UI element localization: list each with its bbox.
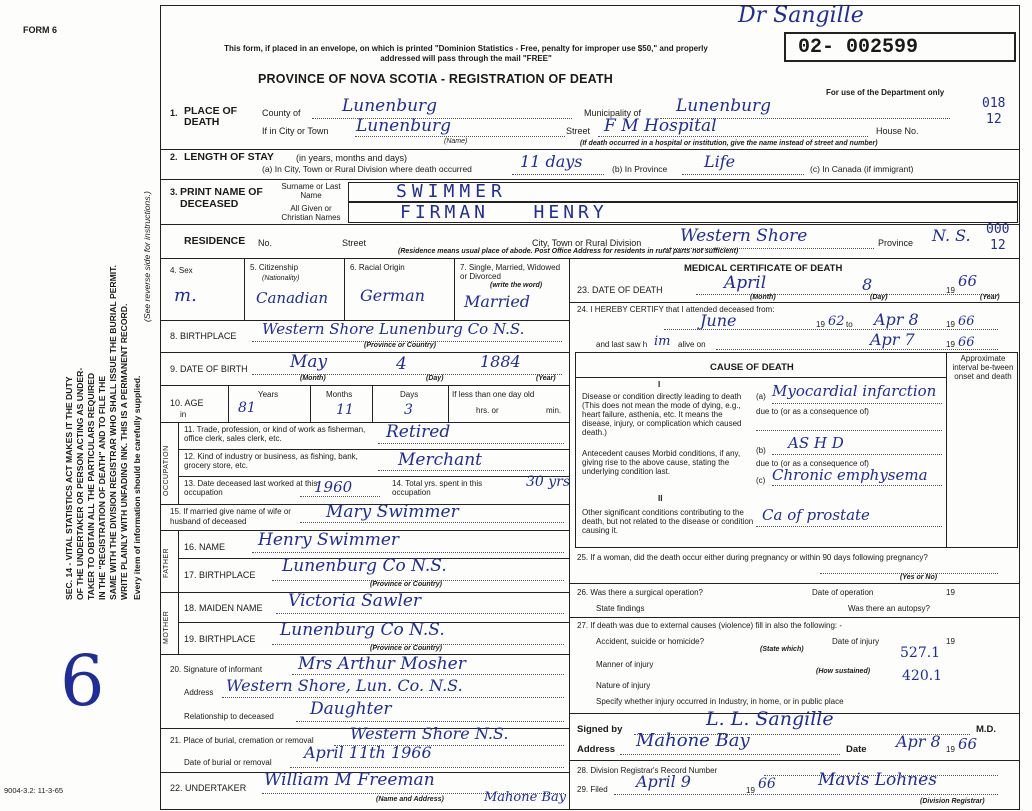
findings-label: State findings [596, 604, 645, 613]
cause-b-line [772, 454, 942, 455]
dob-line [252, 374, 562, 375]
q3-number: 3. [170, 187, 178, 197]
attend-to-value: Apr 8 [874, 310, 919, 329]
street-label: Street [566, 126, 591, 136]
informant-address-value: Western Shore, Lun. Co. N.S. [226, 676, 463, 695]
house-code: 12 [986, 112, 1002, 127]
other-conditions-label: Other significant conditions contributing to the death, but not related to the disease or condition causing it. [582, 508, 754, 535]
q29-line [614, 794, 998, 795]
length-of-stay-sub: (in years, months and days) [296, 153, 408, 163]
residence-code-1: 000 [986, 222, 1010, 237]
years-label: Years [258, 390, 279, 399]
q23-label: 23. DATE OF DEATH [577, 285, 663, 295]
q11-label: 11. Trade, profession, or kind of work as fisherman, office clerk, sales clerk, etc. [184, 425, 366, 443]
division-registrar-caption: (Division Registrar) [920, 798, 985, 805]
divider-10 [178, 476, 569, 477]
v-age-1 [228, 385, 229, 422]
burial-date-label: Date of burial or removal [184, 758, 272, 767]
length-of-stay-label: LENGTH OF STAY [184, 151, 274, 163]
immediate-cause-label: Disease or condition directly leading to death (This does not mean the mode of dying, e.g., heart failure, asthenia, etc. It means the disease, injury, or complication which caused death.) [582, 392, 742, 437]
injury-year-prefix: 19 [946, 637, 955, 646]
q20-line [292, 674, 564, 675]
q11-line [378, 443, 564, 444]
attend-from-prefix: 19 [816, 320, 825, 329]
cause-of-death-heading: CAUSE OF DEATH [710, 362, 794, 373]
residence-label: RESIDENCE [184, 235, 246, 247]
relationship-value: Daughter [310, 699, 392, 719]
antecedent-causes-label: Antecedent causes Morbid conditions, if any, giving rise to the above cause, stating the underlying condition last. [582, 449, 741, 476]
place-of-death-label: PLACE OF DEATH [184, 105, 238, 128]
stay-b-value: Life [704, 152, 736, 171]
signed-date-label: Date [846, 744, 867, 755]
occupation-section-label: OCCUPATION [163, 445, 170, 496]
death-month-value: April [724, 273, 767, 293]
side-line-2: OF THE UNDERTAKER OR PERSON ACTING AS UNDER- [75, 367, 85, 600]
death-year-prefix: 19 [946, 286, 955, 295]
cod-header-line [575, 377, 946, 378]
hrs-label: hrs. or [476, 406, 499, 415]
alive-on-label: alive on [678, 340, 706, 349]
mother-maiden-name-value: Victoria Sawler [288, 591, 422, 611]
undertaker-caption: (Name and Address) [376, 796, 444, 803]
medical-certificate-heading: MEDICAL CERTIFICATE OF DEATH [684, 263, 843, 274]
divider-9 [178, 449, 569, 450]
q12-line [378, 470, 564, 471]
q19-label: 19. BIRTHPLACE [184, 634, 256, 644]
racial-origin-value: German [360, 286, 425, 305]
operation-date-label: Date of operation [812, 588, 874, 597]
cause-c-label: (c) [756, 476, 766, 485]
physician-address-label: Address [577, 744, 616, 755]
physician-address-line [620, 754, 840, 755]
birthplace-caption: (Province or Country) [364, 342, 436, 349]
v-age-3 [372, 385, 373, 422]
citizenship-caption: (Nationality) [262, 275, 300, 282]
divider-7 [160, 385, 569, 386]
municipality-label: Municipality of [584, 108, 642, 118]
death-year-value: 66 [958, 272, 978, 290]
city-label: If in City or Town [262, 126, 329, 136]
cause-a-value: Myocardial infarction [772, 382, 937, 400]
age-months-value: 11 [336, 402, 354, 418]
dob-month-caption: (Month) [300, 375, 326, 382]
divider-8 [160, 422, 569, 423]
trade-value: Retired [386, 422, 451, 442]
q2-number: 2. [170, 152, 178, 162]
undertaker-address-value: Mahone Bay [484, 790, 567, 805]
q15-line [300, 522, 564, 523]
registrar-signature: Mavis Lohnes [818, 770, 937, 790]
citizenship-value: Canadian [256, 289, 329, 307]
death-month-caption: (Month) [750, 294, 776, 301]
residence-city-value: Western Shore [680, 226, 808, 246]
residence-province-label: Province [878, 238, 914, 248]
last-saw-label: and last saw h [596, 340, 648, 349]
mail-notice: This form, if placed in an envelope, on which is printed "Dominion Statistics - Free, penalty for improper use $50," and properly addressed will pass through the mail "FREE" [224, 44, 708, 63]
divider-1 [160, 149, 1020, 150]
section-ii-label: II [658, 494, 663, 503]
other-line [756, 526, 942, 527]
dob-year-caption: (Year) [536, 375, 556, 382]
cause-a-due-line [756, 430, 942, 431]
side-line-3: TAKER TO OBTAIN ALL THE PARTICULARS REQUIRED [86, 372, 96, 600]
days-label: Days [400, 390, 419, 399]
dob-day-caption: (Day) [426, 375, 444, 382]
divider-4 [160, 258, 1020, 259]
q17-label: 17. BIRTHPLACE [184, 570, 256, 580]
given-names-label: All Given or Christian Names [281, 204, 341, 222]
residence-no-label: No. [258, 238, 273, 248]
specify-label: Specify whether injury occurred in Industry, in home, or in public place [596, 697, 844, 706]
stay-c-label: (c) In Canada (if immigrant) [810, 164, 914, 174]
marital-status-label: 7. Single, Married, Widowed or Divorced [460, 263, 561, 281]
cause-a-line [772, 403, 942, 404]
q15-label: 15. If married give name of wife or husband of deceased [170, 507, 291, 526]
sex-value: m. [174, 285, 197, 306]
handwritten-doctor-name: Dr Sangille [738, 3, 864, 28]
industry-value: Merchant [398, 450, 482, 470]
spouse-value: Mary Swimmer [326, 502, 459, 522]
house-number-label: House No. [876, 126, 919, 136]
residence-code-2: 12 [990, 238, 1006, 253]
undertaker-name-value: William M Freeman [264, 770, 435, 790]
side-line-6: WRITE PLAINLY WITH UNFADING INK. THIS IS A PERMANENT RECORD. [119, 303, 129, 600]
last-saw-him: im [654, 334, 671, 349]
center-divider [569, 258, 570, 810]
state-which-caption: (State which) [760, 646, 804, 653]
county-label: County of [262, 108, 301, 118]
father-birthplace-caption: (Province or Country) [370, 581, 442, 588]
dob-day: 4 [396, 354, 407, 374]
signed-year-value: 66 [958, 735, 978, 753]
dob-month: May [290, 352, 328, 372]
v-5-6 [344, 258, 345, 320]
q12-label: 12. Kind of industry or business, as fishing, bank, grocery store, etc. [184, 452, 358, 470]
total-years-value: 30 yrs [526, 474, 571, 490]
physician-address-value: Mahone Bay [636, 730, 750, 751]
age-days-value: 3 [404, 402, 413, 418]
registration-number: 02- 002599 [798, 36, 919, 59]
stay-a-line [512, 174, 604, 175]
v-occupation [178, 422, 179, 504]
age-in-label: in [180, 410, 187, 419]
racial-origin-label: 6. Racial Origin [350, 263, 405, 272]
v-mother [178, 592, 179, 654]
informant-name-value: Mrs Arthur Mosher [298, 654, 466, 674]
q13-line [300, 496, 380, 497]
q26-label: 26. Was there a surgical operation? [577, 588, 703, 597]
side-line-4: IN THE "REGISTRATION OF DEATH" AND TO FILE THE [97, 375, 107, 600]
divider-3 [160, 224, 1020, 225]
yes-no-caption: (Yes or No) [900, 574, 938, 581]
signed-year-prefix: 19 [946, 745, 955, 754]
less-than-day-label: If less than one day old [452, 390, 535, 399]
v-4-5 [244, 258, 245, 320]
death-day-value: 8 [862, 275, 873, 294]
cause-b-label: (b) [756, 446, 766, 455]
father-section-label: FATHER [163, 547, 170, 578]
cause-c-line [772, 485, 942, 486]
marital-caption: (write the word) [490, 282, 543, 289]
last-worked-value: 1960 [314, 478, 353, 496]
burial-date-line [290, 767, 564, 768]
divider-2 [160, 179, 1020, 180]
q21-label: 21. Place of burial, cremation or removal [170, 736, 314, 745]
hospital-note: (If death occurred in a hospital or institution, give the name instead of street and number) [580, 140, 878, 147]
v-6-7 [454, 258, 455, 320]
interval-label: Approximate interval be-tween onset and death [952, 354, 1014, 381]
q28-label: 28. Division Registrar's Record Number [577, 766, 718, 775]
interval-divider [946, 352, 947, 548]
age-years-value: 81 [238, 400, 256, 416]
residence-street-label: Street [342, 238, 367, 248]
attend-to-prefix: 19 [946, 320, 955, 329]
relationship-line [296, 721, 564, 722]
q16-line [252, 552, 564, 553]
cause-c-value: Chronic emphysema [772, 466, 928, 484]
residence-city-label: City, Town or Rural Division [532, 238, 642, 248]
citizenship-label: 5. Citizenship [250, 263, 299, 272]
operation-year-prefix: 19 [946, 588, 955, 597]
q18-label: 18. MAIDEN NAME [184, 603, 263, 613]
last-saw-value: Apr 7 [870, 330, 915, 349]
q16-label: 16. NAME [184, 542, 226, 552]
sex-label: 4. Sex [170, 266, 193, 275]
street-line [598, 136, 868, 137]
death-year-caption: (Year) [980, 294, 1000, 301]
last-saw-year: 66 [958, 335, 975, 350]
residence-note: (Residence means usual place of abode. Post Office Address for residents in rural parts not sufficient) [398, 248, 739, 255]
surname-label: Surname or Last Name [281, 182, 341, 200]
last-saw-prefix: 19 [946, 340, 955, 349]
burial-place-value: Western Shore N.S. [350, 724, 509, 743]
mother-section-label: MOTHER [163, 610, 170, 644]
dob-year: 1884 [480, 352, 521, 371]
side-line-5: SAME WITH THE DIVISION REGISTRAR WHO SHALL ISSUE THE BURIAL PERMIT. [108, 265, 118, 600]
birthplace-value: Western Shore Lunenburg Co N.S. [262, 320, 525, 338]
filed-year-prefix: 19 [746, 786, 755, 795]
v-age-2 [310, 385, 311, 422]
cause-b-value: AS H D [788, 434, 844, 452]
signed-date-value: Apr 8 [896, 732, 941, 751]
q18-line [276, 613, 564, 614]
dob-label: 9. DATE OF BIRTH [170, 364, 248, 374]
informant-address-line [222, 697, 564, 698]
manner-code: 527.1 [900, 645, 941, 661]
min-label: min. [546, 406, 562, 415]
relationship-label: Relationship to deceased [184, 712, 274, 721]
city-value: Lunenburg [356, 116, 452, 136]
attend-from-year: 62 [828, 314, 845, 329]
cause-a-label: (a) [756, 392, 766, 401]
form-number: FORM 6 [23, 25, 58, 35]
side-line-7: Every item of information should be carefully supplied. [132, 375, 142, 600]
accident-label: Accident, suicide or homicide? [596, 637, 705, 646]
stay-a-value: 11 days [520, 152, 583, 171]
father-name-value: Henry Swimmer [258, 530, 400, 550]
mother-birthplace-caption: (Province or Country) [370, 645, 442, 652]
side-instructions [64, 40, 143, 600]
autopsy-label: Was there an autopsy? [848, 604, 930, 613]
divider-r1 [569, 302, 1020, 303]
reverse-side-note: (See reverse side for instructions.) [142, 191, 152, 322]
q22-label: 22. UNDERTAKER [170, 783, 247, 793]
residence-province-value: N. S. [932, 226, 971, 245]
attend-to-label: to [846, 320, 853, 329]
informant-address-label: Address [184, 688, 214, 697]
md-label: M.D. [976, 724, 997, 735]
divider-r2 [569, 583, 1020, 584]
filed-date-value: April 9 [636, 772, 691, 791]
birthplace-label: 8. BIRTHPLACE [170, 331, 237, 341]
name-caption: (Name) [444, 138, 468, 145]
divider-r3 [569, 617, 1020, 618]
age-label: 10. AGE [170, 398, 204, 408]
stay-b-line [682, 174, 804, 175]
q14-label: 14. Total yrs. spent in this occupation [392, 479, 483, 497]
signed-by-label: Signed by [577, 724, 623, 735]
handwritten-margin-mark: 6 [60, 640, 105, 722]
form-title: PROVINCE OF NOVA SCOTIA - REGISTRATION OF DEATH [258, 72, 614, 86]
q29-label: 29. Filed [577, 785, 608, 794]
mother-birthplace-value: Lunenburg Co N.S. [280, 620, 445, 640]
q20-label: 20. Signature of informant [170, 665, 263, 674]
manner-label: Manner of injury [596, 660, 654, 669]
municipality-code: 018 [982, 96, 1006, 111]
v-age-4 [448, 385, 449, 422]
department-use-note: For use of the Department only [826, 88, 945, 97]
stay-b-label: (b) In Province [612, 164, 668, 174]
nature-code: 420.1 [902, 668, 943, 684]
q27-label: 27. If death was due to external causes (violence) fill in also the following: - [577, 621, 843, 630]
q13-label: 13. Date deceased last worked at this occupation [184, 479, 318, 497]
stay-a-label: (a) In City, Town or Rural Division where death occurred [262, 164, 472, 174]
city-line [355, 136, 565, 137]
divider-r5 [569, 760, 1020, 761]
due-to-b: due to (or as a consequence of) [756, 459, 869, 468]
how-sustained-caption: (How sustained) [816, 668, 871, 675]
given-names-value: FIRMAN HENRY [400, 202, 608, 223]
last-saw-line [716, 349, 998, 350]
surname-value: SWIMMER [396, 181, 507, 202]
q1-number: 1. [170, 108, 178, 118]
due-to-a: due to (or as a consequence of) [756, 407, 869, 416]
nature-label: Nature of injury [596, 681, 651, 690]
q25-label: 25. If a woman, did the death occur either during pregnancy or within 90 days following pregnancy? [577, 553, 928, 562]
physician-signature: L. L. Sangille [706, 708, 834, 730]
other-conditions-value: Ca of prostate [762, 506, 870, 524]
q24-label: 24. I HEREBY CERTIFY that I attended deceased from: [577, 305, 775, 314]
months-label: Months [326, 390, 353, 399]
print-name-label: PRINT NAME OF DECEASED [180, 186, 263, 210]
section-i-label: I [658, 380, 661, 389]
death-day-caption: (Day) [870, 294, 888, 301]
municipality-value: Lunenburg [676, 96, 772, 116]
county-value: Lunenburg [342, 96, 438, 116]
attend-to-year: 66 [958, 314, 975, 329]
injury-date-label: Date of injury [832, 637, 880, 646]
v-father [178, 530, 179, 592]
side-line-1: SEC. 14 - VITAL STATISTICS ACT MAKES IT THE DUTY [64, 376, 74, 600]
hospital-value: F M Hospital [604, 116, 717, 136]
father-birthplace-value: Lunenburg Co N.S. [282, 556, 447, 576]
form-code: 9004-3.2: 11-3-65 [4, 786, 64, 795]
marital-value: Married [464, 292, 531, 311]
attend-from-value: June [700, 311, 737, 330]
filed-year-value: 66 [758, 776, 776, 792]
burial-date-value: April 11th 1966 [304, 743, 432, 762]
